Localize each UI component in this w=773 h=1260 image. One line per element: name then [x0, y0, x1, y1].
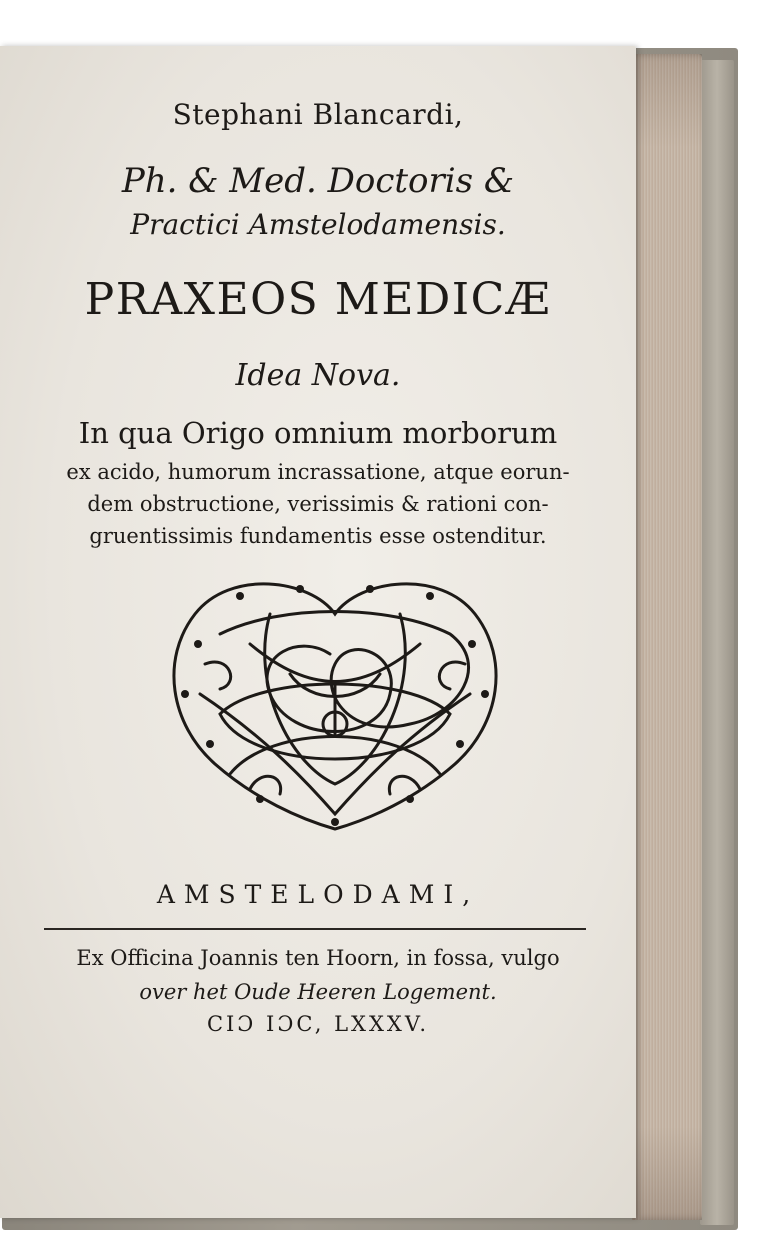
title-page [0, 46, 636, 1218]
interlaced-scroll-ornament-icon [160, 574, 510, 834]
publisher-line-1: Ex Officina Joannis ten Hoorn, in fossa, vulgo [76, 946, 560, 970]
imprint-city: AMSTELODAMI, [156, 880, 480, 909]
publisher-line-2: over het Oude Heeren Logement. [139, 980, 497, 1004]
cover-edge [700, 60, 734, 1225]
book-title: PRAXEOS MEDICÆ [84, 274, 552, 325]
imprint-rule [44, 928, 586, 930]
description-line-1: In qua Origo omnium morborum [78, 416, 558, 450]
practici-line: Practici Amstelodamensis. [130, 208, 506, 241]
description-line-4: gruentissimis fundamentis esse ostenditur. [89, 524, 547, 548]
description-line-2: ex acido, humorum incrassatione, atque eorun- [66, 460, 570, 484]
description-line-3: dem obstructione, verissimis & rationi con- [87, 492, 549, 516]
degree-line: Ph. & Med. Doctoris & [121, 161, 515, 201]
fore-edge-pages [632, 54, 702, 1220]
author-line: Stephani Blancardi, [172, 98, 464, 131]
imprint-date: CIƆ IƆC, LXXXV. [206, 1012, 430, 1036]
book-subtitle: Idea Nova. [235, 358, 401, 393]
